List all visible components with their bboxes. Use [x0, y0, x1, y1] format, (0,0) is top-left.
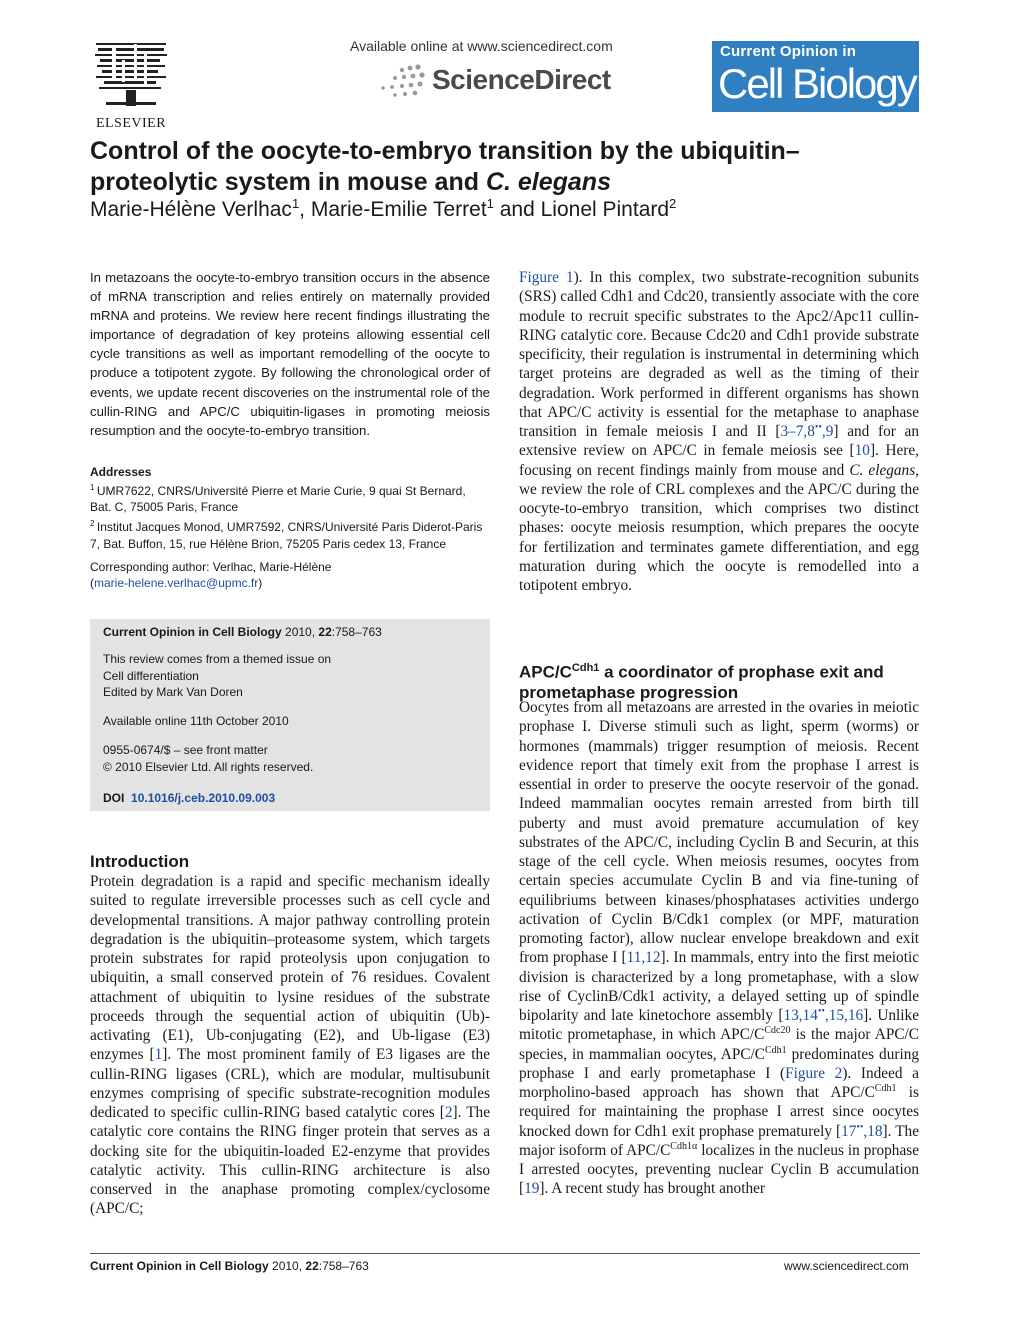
elsevier-wordmark: ELSEVIER [95, 116, 167, 131]
author-separator: and [493, 198, 541, 221]
info-issn-line: 0955-0674/$ – see front matter [103, 743, 268, 757]
footer-website-link[interactable]: www.sciencedirect.com [784, 1259, 909, 1273]
title-line-2: proteolytic system in mouse and [90, 168, 486, 196]
corresponding-email-link[interactable]: marie-helene.verlhac@upmc.fr [94, 576, 259, 591]
address-number: 2 [90, 519, 95, 529]
info-year: 2010, [285, 625, 316, 639]
elsevier-logo [90, 40, 172, 130]
citation-link[interactable]: 11,12 [626, 949, 661, 967]
info-pages: :758–763 [331, 625, 382, 639]
corresponding-label: Corresponding author: Verlhac, Marie-Hélène [90, 560, 332, 574]
info-theme-line: This review comes from a themed issue on [103, 652, 332, 666]
heading-text: APC/C [519, 662, 572, 682]
right-column-paragraph: Figure 1). In this complex, two substrate-recognition subunits (SRS) called Cdh1 and Cdc20, transiently associate with the core module to recruit specific substrates to the Apc2/Apc11 cullin-RING catalytic core. Because Cdc20 and Cdh1 provide substrate specificity, their regulation is instrumental in determining which target proteins are degraded as well as the timing of their degradation. Work performed in different organisms has shown that APC/C activity is essential for the metaphase to anaphase transition in female meiosis I and II [3–7,8••,9] and for an extensive review on APC/C in female meiosis see [10]. Here, focusing on recent findings mainly from mouse and C. elegans, we review the role of CRL complexes and the APC/C during the oocyte-to-embryo transition, which comprises two distinct phases: oocyte meiosis resumption, which prepares the oocyte for fertilization and terminates gamete differentiation, and egg maturation during which the oocyte is remodelled into a totipotent embryo. [519, 269, 919, 594]
author-name[interactable]: Lionel Pintard [540, 198, 670, 221]
address-number: 1 [90, 483, 95, 492]
addresses [90, 480, 490, 553]
author-list [90, 196, 676, 222]
address-item [90, 516, 490, 551]
info-journal-name: Current Opinion in Cell Biology [103, 625, 282, 639]
introduction-heading: Introduction [90, 852, 190, 871]
footer-journal: Current Opinion in Cell Biology [90, 1259, 269, 1273]
abstract: In metazoans the oocyte-to-embryo transition occurs in the absence of mRNA transcription and relies entirely on maternally provided mRNA and proteins. We review here recent findings illustrating the importance of degradation of key proteins allowing essential cell cycle transitions as well as important remodelling of the oocyte to produce a totipotent zygote. By following the chronological order of events, we update recent discoveries on the instrumental role of the cullin-RING and APC/C ubiquitin-ligases in promoting meiosis resumption and the oocyte-to-embryo transition. [90, 270, 490, 438]
doi-link[interactable]: 10.1016/j.ceb.2010.09.003 [131, 791, 276, 805]
journal-logo [712, 41, 919, 112]
journal-logo-top: Current Opinion in [720, 43, 857, 60]
doi-label: DOI [103, 791, 125, 805]
citation-link[interactable]: 13,14••,15,16 [783, 1005, 864, 1024]
citation-link[interactable]: 19 [524, 1180, 540, 1198]
author-name[interactable]: Marie-Hélène Verlhac [90, 198, 292, 221]
author-name[interactable]: Marie-Emilie Terret [310, 198, 487, 221]
section-heading-apc [519, 658, 919, 703]
elsevier-tree-icon [92, 40, 170, 110]
footer-volume: 22 [305, 1259, 319, 1273]
introduction-body: Protein degradation is a rapid and specific mechanism ideally suited to regulate irreversible processes such as cell cycle and developmental transitions. A major pathway controlling protein degradation is the ubiquitin–proteasome system, which targets protein substrates for rapid proteolysis upon conjugation to ubiquitin, a small conserved protein of 76 residues. Covalent attachment of ubiquitin to lysine residues of the substrate proceeds through the sequential action of ubiquitin (Ub)-activating (E1), Ub-conjugating (E2), and Ub-ligase (E3) enzymes [1]. The most prominent family of E3 ligases are the cullin-RING ligases (CRL), which are modular, multisubunit enzymes comprising of specific substrate-recognition modules dedicated to specific cullin-RING based catalytic cores [2]. The catalytic core contains the RING finger protein that serves as a docking site for the ubiquitin-loaded E2-enzyme that provides catalytic activity. This cullin-RING architecture is also conserved in the anaphase promoting complex/cyclosome (APC/C; [90, 873, 490, 1218]
author-affiliation: 2 [669, 196, 677, 211]
info-editor: Edited by Mark Van Doren [103, 685, 243, 699]
figure-link[interactable]: Figure 1 [519, 269, 574, 286]
citation-link[interactable]: 17••,18 [841, 1121, 883, 1140]
footer-citation [90, 1259, 369, 1273]
info-volume: 22 [318, 625, 332, 639]
info-citation [103, 625, 382, 639]
citation-link[interactable]: 2 [444, 1104, 453, 1121]
footer-pages: :758–763 [318, 1259, 369, 1273]
info-issn [103, 742, 313, 775]
sciencedirect-dots-icon [376, 62, 428, 98]
info-theme [103, 651, 331, 701]
heading-superscript: Cdh1 [571, 662, 600, 674]
journal-logo-main: Cell Biology [718, 60, 916, 107]
footer-year: 2010, [272, 1259, 303, 1273]
title-line-1: Control of the oocyte-to-embryo transition by the ubiquitin– [90, 137, 800, 165]
figure-link[interactable]: Figure 2 [785, 1064, 843, 1082]
available-online-text: Available online at www.sciencedirect.com [350, 38, 613, 54]
author-separator: , [299, 198, 311, 221]
sciencedirect-logo[interactable] [376, 60, 611, 100]
apc-section-body: Oocytes from all metazoans are arrested in the ovaries in meiotic prophase I. Diverse stimuli such as light, sperm (worms) or hormones (mammals) trigger resumption of meiosis. Recent evidence report that timely exit from the prophase I arrest is essential in order to preserve the oocyte reservoir of the gonad. Indeed mammalian oocytes remain arrested from birth till puberty and must avoid premature accumulation of key substrates of the APC/C, including Cyclin B and Securin, at this stage of the cell cycle. When meiosis resumes, oocytes from certain species accumulate Cyclin B and via fine-tuning of equilibriums between kinases/phosphatases activities undergo activation of Cyclin B/Cdk1 complex (or MPF, maturation promoting factor), allow nuclear envelope breakdown and exit from prophase I [11,12]. In mammals, entry into the first meiotic division is characterized by a long prometaphase, with a slow rise of CyclinB/Cdk1 activity, a delayed setting up of spindle bipolarity and late kinetochore assembly [13,14••,15,16]. Unlike mitotic prometaphase, in which APC/$C^{Cdc20}$ is the major APC/C species, in mammalian oocytes, APC/$C^{Cdh1}$ predominates during prophase I and early prometaphase I (Figure 2). Indeed a morpholino-based approach has shown that APC/$C^{Cdh1}$ is required for maintaining the prophase I arrest since oocytes knocked down for Cdh1 exit prophase prematurely [17••,18]. The major isoform of APC/$C^{Cdh1\alpha}$ localizes in the nucleus in prophase I arrested oocytes, preventing nuclear Cyclin B accumulation [19]. A recent study has brought another [519, 699, 920, 1198]
info-available-online: Available online 11th October 2010 [103, 714, 289, 728]
article-title [90, 136, 920, 198]
author-affiliation: 1 [291, 196, 300, 211]
sciencedirect-wordmark: ScienceDirect [432, 64, 611, 95]
article-info-box [90, 619, 490, 811]
corresponding-author: Corresponding author: Verlhac, Marie-Hélène (marie-helene.verlhac@upmc.fr) [90, 559, 490, 591]
title-italic: C. elegans [485, 168, 611, 196]
address-item [90, 480, 490, 515]
heading-text: a coordinator of prophase exit and prometaphase progression [519, 662, 884, 702]
author-affiliation: 1 [486, 196, 494, 211]
info-doi [103, 791, 275, 805]
info-copyright: © 2010 Elsevier Ltd. All rights reserved. [103, 759, 314, 774]
citation-link[interactable]: 10 [854, 442, 870, 460]
address-text: UMR7622, CNRS/Université Pierre et Marie Curie, 9 quai St Bernard, Bat. C, 75005 Paris, France [90, 484, 466, 515]
address-text: Institut Jacques Monod, UMR7592, CNRS/Université Paris Diderot-Paris 7, Bat. Buffon, 15, rue Hélène Brion, 75205 Paris cedex 13, France [90, 520, 483, 551]
citation-link[interactable]: 1 [154, 1046, 163, 1064]
addresses-heading: Addresses [90, 465, 152, 479]
footer-divider [90, 1253, 920, 1254]
info-theme-line: Cell differentiation [103, 668, 199, 683]
citation-link[interactable]: 3–7,8••,9 [780, 421, 834, 440]
